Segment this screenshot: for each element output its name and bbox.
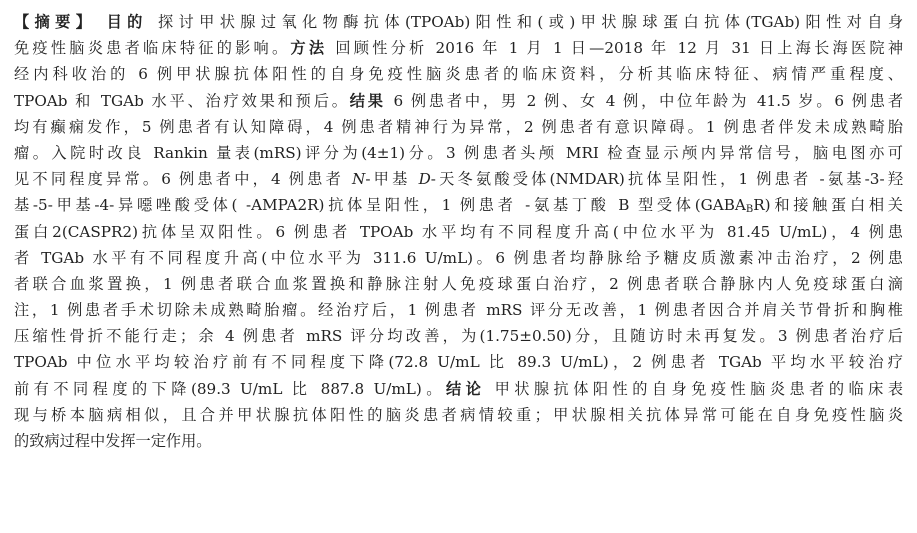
text-line (14, 323, 903, 349)
text-line (14, 349, 903, 375)
text-line (14, 376, 903, 402)
text-segment: 探讨甲状腺过氧化物酶抗体(TPOAb)阳性和(或)甲状腺球蛋白抗体(TGAb)阳性对自身 (147, 13, 903, 31)
text-line (14, 402, 903, 428)
text-segment: 免疫性脑炎患者临床特征的影响。 (14, 39, 291, 58)
text-line (14, 297, 903, 323)
text-line (14, 140, 903, 166)
section-label: 结论 (445, 379, 486, 398)
text-line (14, 114, 903, 140)
text-segment: 蛋白2(CASPR2)抗体呈双阳性。6 例患者 TPOAb 水平均有不同程度升高(中位水平为 81.45 U/mL)，4 例患 (14, 222, 903, 241)
text-segment: 现与桥本脑病相似，且合并甲状腺抗体阳性的脑炎患者病情较重；甲状腺相关抗体异常可能在自身免疫性脑炎 (14, 405, 903, 424)
text-segment: -天冬氨酸受体(NMDAR)抗体呈阳性，1 例患者 -氨基-3-羟 (430, 170, 903, 189)
text-segment: -甲基 (365, 170, 419, 189)
text-segment: 均有癫痫发作，5 例患者有认知障碍，4 例患者精神行为异常，2 例患者有意识障碍。1 例患者伴发未成熟畸胎 (14, 117, 903, 136)
section-label: 【摘要】 (14, 13, 97, 31)
text-segment: TPOAb 中位水平均较治疗前有不同程度下降(72.8 U/mL 比 89.3 U/mL)，2 例患者 TGAb 平均水平较治疗 (14, 353, 903, 372)
text-segment: 回顾性分析 2016 年 1 月 1 日—2018 年 12 月 31 日上海长海医院神 (327, 39, 903, 58)
text-segment: 的致病过程中发挥一定作用。 (14, 432, 212, 450)
text-segment: 注，1 例患者手术切除未成熟畸胎瘤。经治疗后，1 例患者 mRS 评分无改善，1 例患者因合并肩关节骨折和胸椎 (14, 301, 903, 320)
text-line (14, 192, 903, 218)
text-segment: B (745, 204, 754, 216)
text-line (14, 166, 903, 192)
text-segment: 者联合血浆置换，1 例患者联合血浆置换和静脉注射人免疫球蛋白治疗，2 例患者联合静脉内人免疫球蛋白滴 (14, 274, 903, 293)
text-segment: 瘤。入院时改良 Rankin 量表(mRS)评分为(4±1)分。3 例患者头颅 MRI 检查显示颅内异常信号，脑电图亦可 (14, 143, 903, 162)
italic-symbol: N (352, 170, 366, 189)
text-segment (96, 13, 106, 31)
text-line (14, 61, 903, 87)
text-segment: 压缩性骨折不能行走；余 4 例患者 mRS 评分均改善，为(1.75±0.50)分，且随访时未再复发。3 例患者治疗后 (14, 327, 903, 346)
text-line (14, 9, 903, 35)
text-segment: 基-5-甲基-4-异噁唑酸受体( -AMPA2R)抗体呈阳性，1 例患者 -氨基丁酸 B 型受体(GABA (14, 196, 746, 215)
text-segment: 见不同程度异常。6 例患者中，4 例患者 (14, 170, 353, 189)
text-segment: 甲状腺抗体阳性的自身免疫性脑炎患者的临床表 (485, 379, 903, 398)
italic-symbol: D (418, 170, 431, 189)
text-line (14, 219, 903, 245)
text-segment: 经内科收治的 6 例甲状腺抗体阳性的自身免疫性脑炎患者的临床资料，分析其临床特征、病情严重程度、 (14, 65, 903, 84)
section-label: 方法 (290, 39, 328, 58)
text-segment: 者 TGAb 水平有不同程度升高(中位水平为 311.6 U/mL)。6 例患者均静脉给予糖皮质激素冲击治疗，2 例患 (14, 248, 903, 267)
text-segment: 6 例患者中，男 2 例、女 4 例，中位年龄为 41.5 岁。6 例患者 (385, 91, 903, 110)
text-line (14, 428, 903, 454)
text-line (14, 271, 903, 297)
text-segment: 前有不同程度的下降(89.3 U/mL 比 887.8 U/mL)。 (14, 379, 446, 398)
text-segment: R)和接触蛋白相关 (753, 196, 903, 215)
text-line (14, 245, 903, 271)
text-line (14, 88, 903, 114)
section-label: 结果 (349, 91, 386, 110)
text-line (14, 35, 903, 61)
text-segment: TPOAb 和 TGAb 水平、治疗效果和预后。 (14, 91, 350, 110)
abstract-paragraph (14, 9, 903, 454)
section-label: 目的 (106, 13, 148, 31)
